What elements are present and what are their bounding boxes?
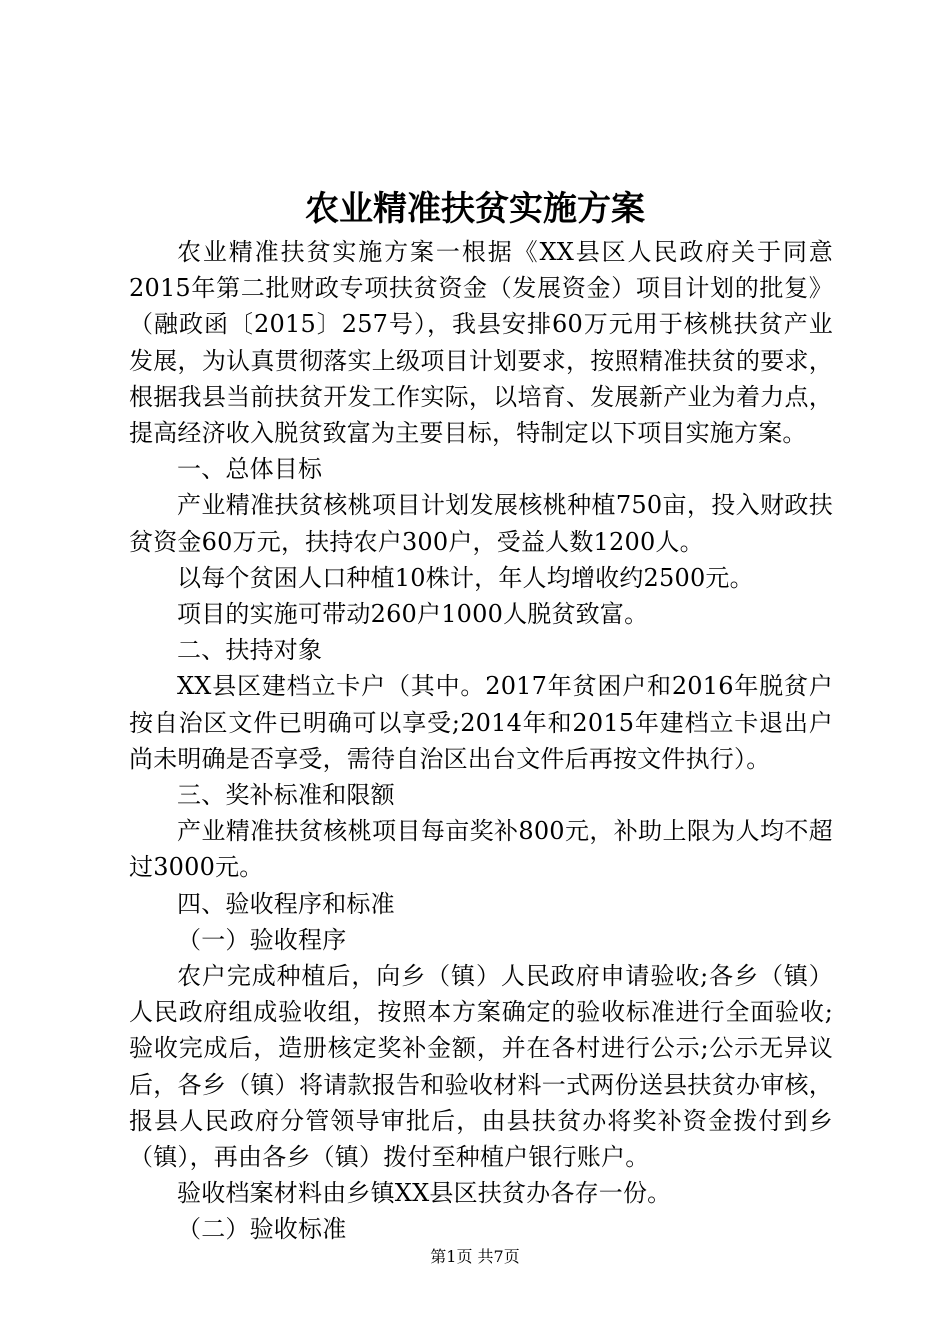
paragraph-goal-plan: 产业精准扶贫核桃项目计划发展核桃种植750亩，投入财政扶贫资金60万元，扶持农户300户，受益人数1200人。 (129, 491, 833, 556)
paragraph-support-targets: XX县区建档立卡户（其中。2017年贫困户和2016年脱贫户按自治区文件已明确可以享受;2014年和2015年建档立卡退出户尚未明确是否享受，需待自治区出台文件后再按文件执行）。 (129, 672, 833, 773)
paragraph-subsidy-standard: 产业精准扶贫核桃项目每亩奖补800元，补助上限为人均不超过3000元。 (129, 817, 833, 882)
paragraph-poverty-relief: 项目的实施可带动260户1000人脱贫致富。 (177, 600, 649, 629)
subsection-heading-procedure: （一）验收程序 (177, 925, 347, 954)
page-footer: 第1页 共7页 (430, 1247, 520, 1266)
paragraph-archive: 验收档案材料由乡镇XX县区扶贫办各存一份。 (177, 1179, 672, 1208)
section-heading-acceptance: 四、验收程序和标准 (177, 889, 395, 918)
document-body (129, 234, 833, 1248)
paragraph-procedure: 农户完成种植后，向乡（镇）人民政府申请验收;各乡（镇）人民政府组成验收组，按照本方案确定的验收标准进行全面验收;验收完成后，造册核定奖补金额，并在各村进行公示;公示无异议后，各乡（镇）将请款报告和验收材料一式两份送县扶贫办审核，报县人民政府分管领导审批后，由县扶贫办将奖补资金拨付到乡（镇），再由各乡（镇）拨付至种植户银行账户。 (129, 962, 833, 1172)
subsection-heading-standard: （二）验收标准 (177, 1215, 347, 1244)
page-title: 农业精准扶贫实施方案 (305, 189, 645, 229)
section-heading-support-targets: 二、扶持对象 (177, 636, 323, 665)
section-heading-overall-goal: 一、总体目标 (177, 455, 323, 484)
intro-paragraph: 农业精准扶贫实施方案一根据《XX县区人民政府关于同意2015年第二批财政专项扶贫资金（发展资金）项目计划的批复》（融政函〔2015〕257号），我县安排60万元用于核桃扶贫产业发展，为认真贯彻落实上级项目计划要求，按照精准扶贫的要求，根据我县当前扶贫开发工作实际，以培育、发展新产业为着力点，提高经济收入脱贫致富为主要目标，特制定以下项目实施方案。 (129, 238, 833, 448)
paragraph-income-increase: 以每个贫困人口种植10株计，年人均增收约2500元。 (177, 563, 754, 592)
section-heading-subsidy-standard: 三、奖补标准和限额 (177, 781, 395, 810)
